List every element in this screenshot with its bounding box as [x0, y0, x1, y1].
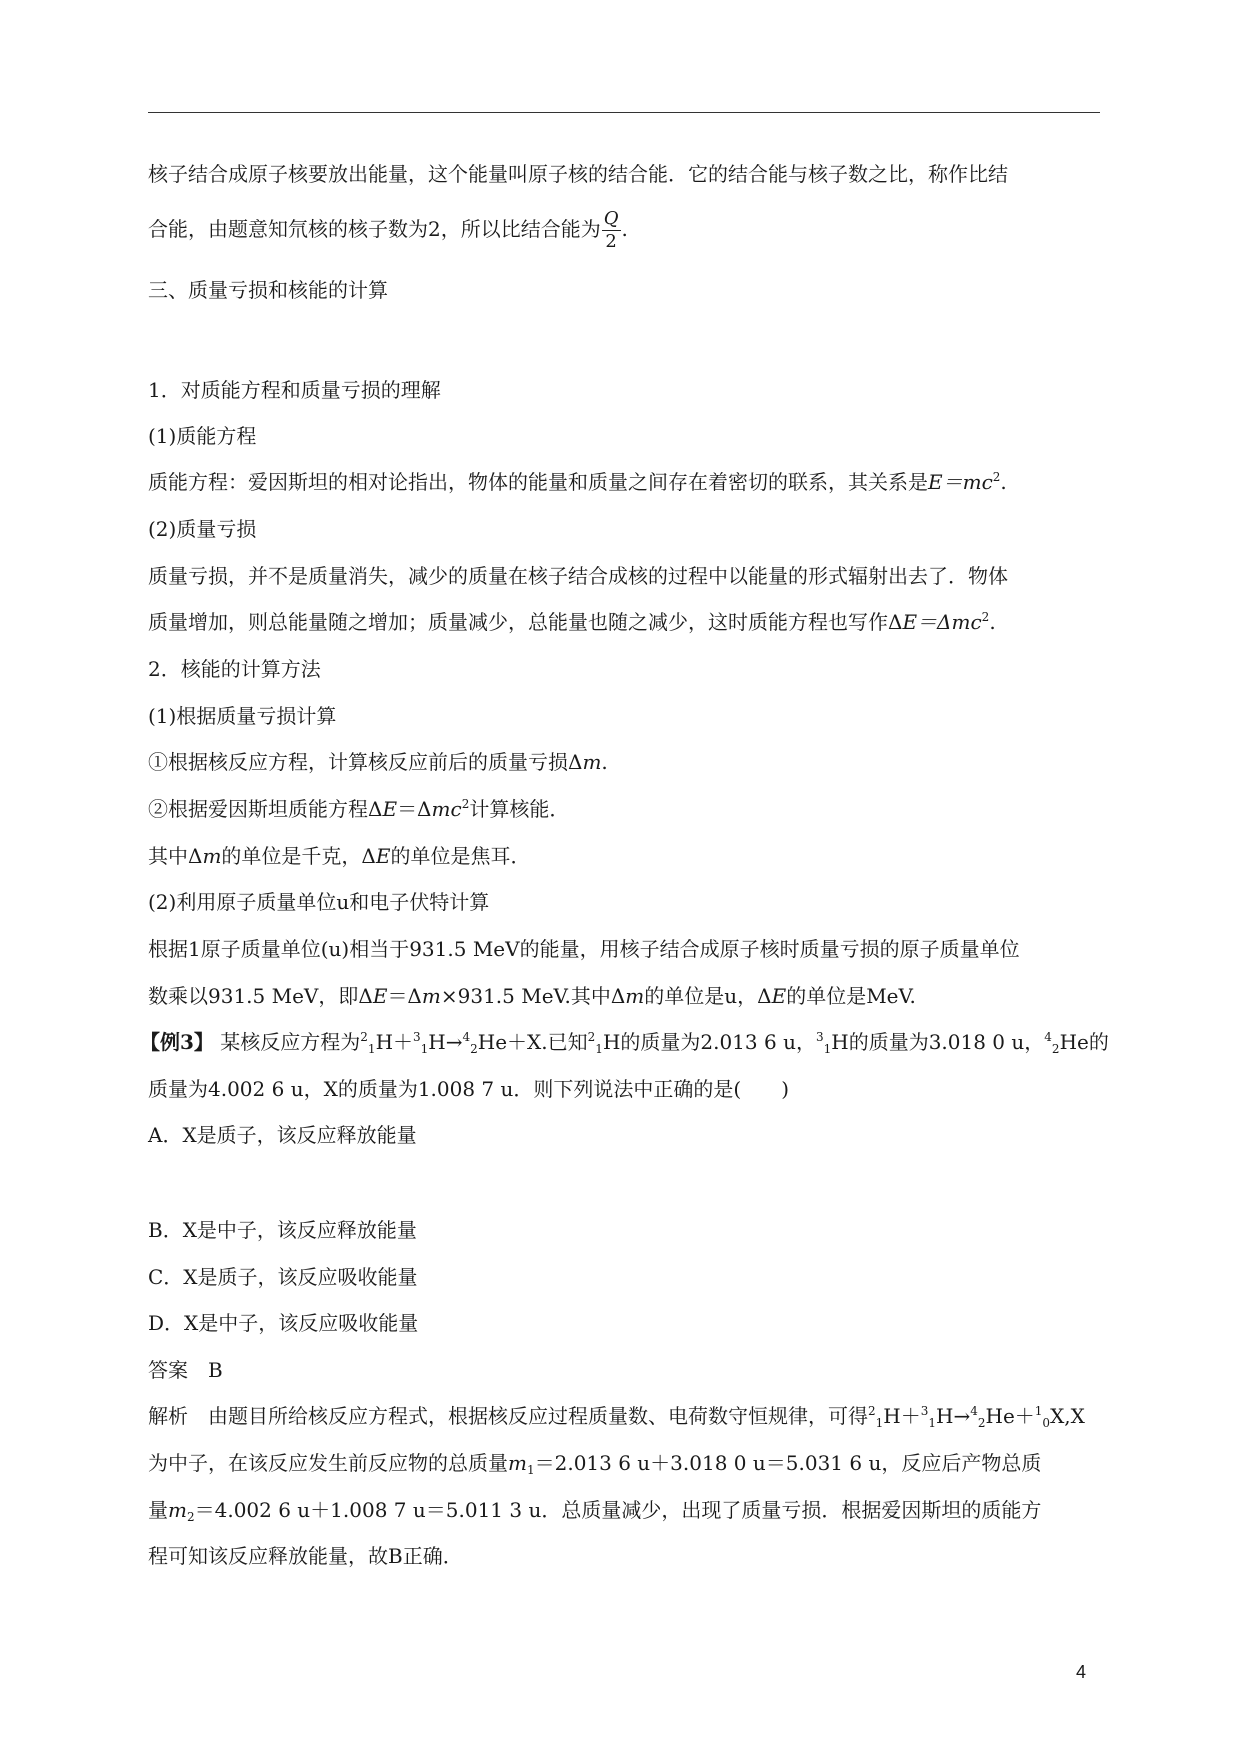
option-c: C．X是质子，该反应吸收能量 — [148, 1265, 418, 1289]
paragraph-line: 质量增加，则总能量随之增加；质量减少，总能量也随之减少，这时质能方程也写作ΔE＝Δmc$^2$. — [148, 610, 996, 634]
subsection-subtitle: (1)质能方程 — [148, 424, 257, 448]
example-label: 【例3】 — [140, 1030, 214, 1054]
option-d: D．X是中子，该反应吸收能量 — [148, 1311, 419, 1335]
paragraph-line: 根据1原子质量单位(u)相当于931.5 MeV的能量，用核子结合成原子核时质量亏损的原子质量单位 — [148, 937, 1020, 961]
analysis-line: 解析 由题目所给核反应方程式，根据核反应过程质量数、电荷数守恒规律，可得$^2_1$H＋$^3_1$H→$^4_2$He＋$^1_0$X,X — [148, 1404, 1085, 1430]
paragraph-line: 质量亏损，并不是质量消失，减少的质量在核子结合成核的过程中以能量的形式辐射出去了．物体 — [148, 564, 1008, 588]
paragraph-line: ①根据核反应方程，计算核反应前后的质量亏损Δm. — [148, 750, 608, 774]
subsection-title: 2．核能的计算方法 — [148, 657, 321, 681]
option-b: B．X是中子，该反应释放能量 — [148, 1218, 417, 1242]
subsection-subtitle: (2)利用原子质量单位u和电子伏特计算 — [148, 890, 490, 914]
paragraph-line: 合能，由题意知氘核的核子数为2，所以比结合能为 $\frac{Q}{2}$ . — [148, 208, 628, 252]
header-rule — [148, 112, 1100, 113]
subsection-title: 1．对质能方程和质量亏损的理解 — [148, 378, 441, 402]
page-number: 4 — [1076, 1662, 1087, 1682]
subsection-subtitle: (2)质量亏损 — [148, 517, 257, 541]
example-question-line: 【例3】 某核反应方程为$^2_1$H＋$^3_1$H→$^4_2$He＋X.已知$^2_1$H的质量为2.013 6 u，$^3_1$H的质量为3.018 0 u，$^4_2$He的 — [140, 1030, 1109, 1056]
section-heading: 三、质量亏损和核能的计算 — [148, 278, 388, 302]
paragraph-line: 核子结合成原子核要放出能量，这个能量叫原子核的结合能．它的结合能与核子数之比，称作比结 — [148, 162, 1008, 186]
option-a: A．X是质子，该反应释放能量 — [148, 1123, 417, 1147]
analysis-line: 程可知该反应释放能量，故B正确． — [148, 1544, 463, 1568]
subsection-subtitle: (1)根据质量亏损计算 — [148, 704, 337, 728]
paragraph-line: 其中Δm的单位是千克，ΔE的单位是焦耳． — [148, 844, 531, 868]
example-question-line: 质量为4.002 6 u，X的质量为1.008 7 u．则下列说法中正确的是( ) — [148, 1077, 789, 1101]
paragraph-line: 数乘以931.5 MeV，即ΔE＝Δm×931.5 MeV.其中Δm的单位是u，ΔE的单位是MeV. — [148, 984, 916, 1008]
paragraph-line: ②根据爱因斯坦质能方程ΔE＝Δmc$^2$计算核能． — [148, 797, 570, 821]
analysis-line: 量$m_2=4.002$ 6 u＋1.008 7 u＝5.011 3 u．总质量减少，出现了质量亏损．根据爱因斯坦的质能方 — [148, 1498, 1042, 1524]
analysis-line: 为中子，在该反应发生前反应物的总质量$m_1=2.013$ 6 u＋3.018 0 u＝5.031 6 u，反应后产物总质 — [148, 1451, 1042, 1477]
paragraph-line: 质能方程：爱因斯坦的相对论指出，物体的能量和质量之间存在着密切的联系，其关系是$E=mc^2$. — [148, 470, 1007, 494]
answer-line: 答案 B — [148, 1358, 223, 1382]
fraction: $\frac{Q}{2}$ — [603, 208, 619, 252]
